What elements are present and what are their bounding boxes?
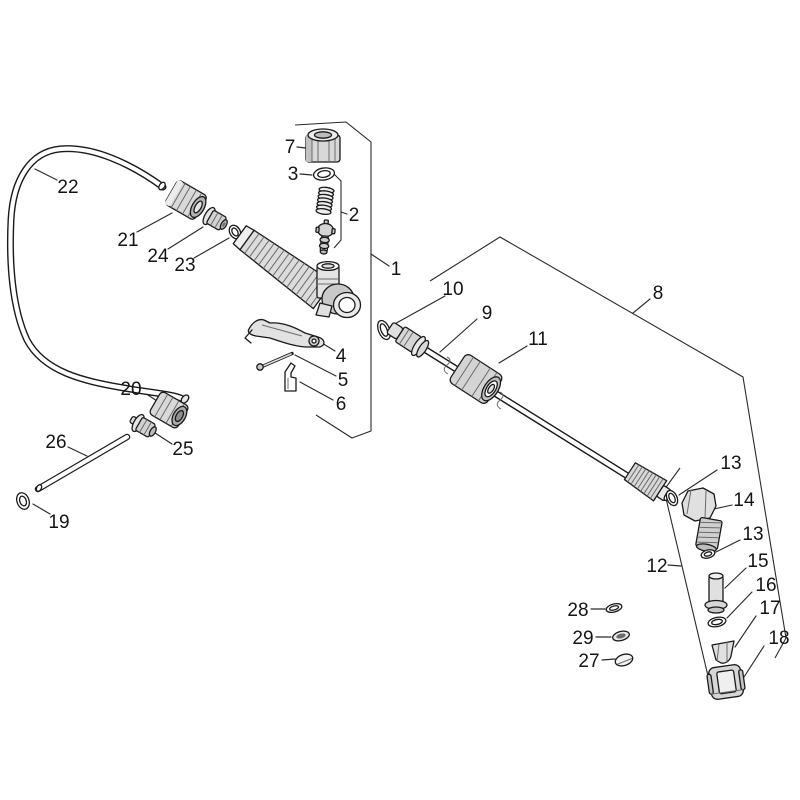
- part-label-9: 9: [481, 303, 493, 324]
- o-ring-16: [707, 616, 727, 629]
- trigger-pin-5: [257, 354, 292, 371]
- part-label-5: 5: [337, 370, 349, 391]
- o-ring-19: [14, 491, 31, 511]
- part-label-10: 10: [442, 279, 464, 300]
- part-label-13-lower: 13: [742, 524, 764, 545]
- part-label-14: 14: [733, 490, 755, 511]
- part-label-29: 29: [572, 628, 594, 649]
- trigger-4: [245, 320, 324, 347]
- safety-cap-7: [306, 129, 340, 162]
- part-label-28: 28: [567, 600, 589, 621]
- cap-27: [614, 652, 635, 668]
- part-label-20: 20: [120, 379, 142, 400]
- part-label-22: 22: [57, 177, 79, 198]
- part-label-17: 17: [759, 598, 781, 619]
- valve-stem-2: [314, 219, 336, 255]
- part-label-12: 12: [646, 556, 668, 577]
- part-label-13-upper: 13: [720, 453, 742, 474]
- part-label-25: 25: [172, 439, 194, 460]
- o-ring-3: [313, 167, 335, 182]
- part-label-19: 19: [48, 512, 70, 533]
- trigger-latch-6: [285, 363, 296, 391]
- elbow-fitting-14: [682, 488, 722, 553]
- group-bracket-2: [334, 174, 347, 248]
- part-label-21: 21: [117, 230, 139, 251]
- part-label-18: 18: [768, 628, 790, 649]
- o-ring-28: [605, 602, 623, 614]
- part-label-6: 6: [335, 394, 347, 415]
- coupling-nut-21: [164, 179, 210, 222]
- leader-lines: [33, 147, 764, 677]
- nozzle-holder-18: [706, 664, 746, 701]
- high-pressure-hose-22: [10, 149, 190, 405]
- part-label-1: 1: [390, 259, 402, 280]
- valve-spring-2: [316, 186, 335, 215]
- part-label-4: 4: [335, 346, 347, 367]
- part-label-8: 8: [652, 283, 664, 304]
- part-label-16: 16: [755, 575, 777, 596]
- part-label-26: 26: [45, 432, 67, 453]
- part-label-27: 27: [578, 651, 600, 672]
- part-label-15: 15: [747, 551, 769, 572]
- part-label-7: 7: [284, 137, 296, 158]
- hose-nipple-24: [201, 206, 231, 234]
- spray-lance-9: [384, 318, 650, 490]
- seal-29: [612, 629, 631, 642]
- nozzle-sleeve-15: [705, 573, 727, 613]
- part-label-2: 2: [348, 205, 360, 226]
- part-label-3: 3: [287, 164, 299, 185]
- part-label-11: 11: [528, 329, 548, 350]
- nozzle-17: [712, 641, 734, 663]
- gun-valve-housing: [316, 262, 361, 318]
- part-label-24: 24: [147, 246, 169, 267]
- group-bracket-8: [430, 237, 786, 658]
- part-label-23: 23: [174, 255, 196, 276]
